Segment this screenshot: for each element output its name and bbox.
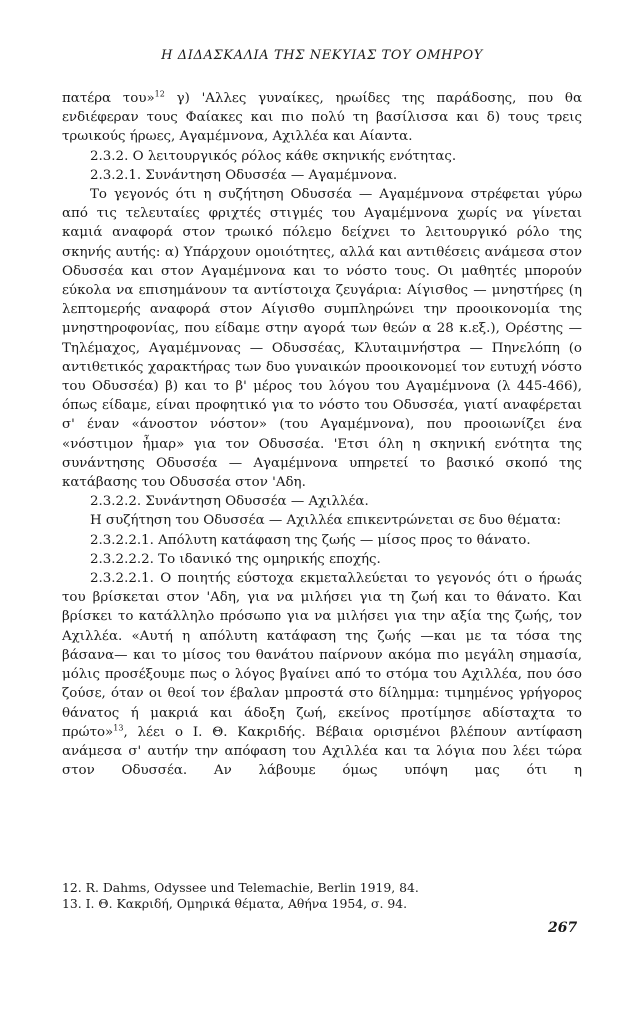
running-head: Η ΔΙΔΑΣΚΑΛΙΑ ΤΗΣ ΝΕΚΥΙΑΣ ΤΟΥ ΟΜΗΡΟΥ xyxy=(161,48,483,63)
body-text xyxy=(62,89,582,780)
section-heading-2-3-2-2: 2.3.2.2. Συνάντηση Οδυσσέα — Αχιλλέα. xyxy=(90,494,369,510)
page xyxy=(62,48,582,780)
section-heading-2-3-2: 2.3.2. Ο λειτουργικός ρόλος κάθε σκηνικής ενότητας. xyxy=(90,148,457,164)
paragraph-text-tail: γ) 'Αλλες γυναίκες, ηρωίδες της παράδοσης, που θα ενδιέφεραν τους Φαίακες και πιο πολύ τη βασίλισσα και δ) τους τρεις τρωικούς ήρωες, Αγαμέμνονα, Αχιλλέα και Αίαντα. xyxy=(62,91,582,145)
footnote-12: 12. R. Dahms, Odyssee und Telemachie, Berlin 1919, 84. xyxy=(62,880,419,895)
paragraph-two-themes: Η συζήτηση του Οδυσσέα — Αχιλλέα επικεντρώνεται σε δυο θέματα: xyxy=(90,513,562,529)
paragraph-text: 2.3.2.2.1. Ο ποιητής εύστοχα εκμεταλλεύεται το γεγονός ότι ο ήρωάς του βρίσκεται στον 'Αδη, για να μιλήσει για τη ζωή και το θάνατο. Και βρίσκει το κατάλληλο πρόσωπο για να μιλήσει για την αξία της ζωής, τον Αχιλλέα. «Αυτή η απόλυτη κατάφαση της ζωής —και με τα τόσα της βάσανα— και το μίσος του θανάτου παίρνουν ακόμα πιο μεγάλη σημασία, μόλις προσέξουμε πως ο λόγος βγαίνει από το στόμα του Αχιλλέα, που όσο ζούσε, όταν οι θεοί τον έβαλαν μπροστά στο δίλημμα: τιμημένος γρήγορος θάνατος ή μακριά και άδοξη ζωή, εκείνος προτίμησε αδίσταχτα το πρώτο» xyxy=(62,571,582,740)
footnote-13: 13. Ι. Θ. Κακριδή, Ομηρικά θέματα, Αθήνα 1954, σ. 94. xyxy=(62,896,408,911)
page-number: 267 xyxy=(548,920,578,936)
paragraph-text: πατέρα του» xyxy=(62,91,155,106)
paragraph-continuation xyxy=(62,89,582,147)
paragraph-agamemnon: Το γεγονός ότι η συζήτηση Οδυσσέα — Αγαμέμνονα στρέφεται γύρω από τις τελευταίες φριχτές στιγμές του Αγαμέμνονα χωρίς να γίνεται καμιά αναφορά στον τρωικό πόλεμο δείχνει το λειτουργικό ρόλο της σκηνής αυτής: α) Υπάρχουν ομοιότητες, αλλά και αντιθέσεις ανάμεσα στον Οδυσσέα και στον Αγαμέμνονα και το νόστο τους. Οι μαθητές μπορούν εύκολα να επισημάνουν τα αντίστοιχα ζευγάρια: Αίγισθος — μνηστήρες (η λεπτομερής αναφορά στον Αίγισθο συμπληρώνει την προοικονομία της μνηστηροφονίας, που είδαμε στην αγορά των θεών α 28 κ.εξ.), Ορέστης — Τηλέμαχος, Αγαμέμνονας — Οδυσσέας, Κλυταιμνήστρα — Πηνελόπη (ο αντιθετικός χαρακτήρας των δυο γυναικών προοικονομεί τον ευτυχή νόστο του Οδυσσέα) β) και το β' μέρος του λόγου του Αγαμέμνονα (λ 445-466), όπως είδαμε, είναι προφητικό για το νόστο του Οδυσσέα, γιατί αναφέρεται σ' έναν «άνοστον νόστον» (του Αγαμέμνονα), που προοιωνίζει ένα «νόστιμον ἦμαρ» για τον Οδυσσέα. 'Ετσι όλη η σκηνική ενότητα της συνάντησης Οδυσσέα — Αγαμέμνονα υπηρετεί το βασικό σκοπό της κατάβασης του Οδυσσέα στον 'Αδη. xyxy=(62,187,582,491)
footnote-ref-13: 13 xyxy=(113,723,124,733)
paragraph-text-tail: , λέει ο Ι. Θ. Κακριδής. Βέβαια ορισμένοι βλέπουν αντίφαση ανάμεσα σ' αυτήν την απόφαση του Αχιλλέα και τα λόγια που λέει τώρα στον Οδυσσέα. Αν λάβουμε όμως υπόψη μας ότι η xyxy=(62,724,582,779)
footnotes xyxy=(62,880,562,912)
paragraph-achilles xyxy=(62,569,582,780)
section-heading-2-3-2-2-2: 2.3.2.2.2. Το ιδανικό της ομηρικής εποχής. xyxy=(90,551,381,567)
section-heading-2-3-2-1: 2.3.2.1. Συνάντηση Οδυσσέα — Αγαμέμνονα. xyxy=(90,167,398,183)
section-heading-2-3-2-2-1: 2.3.2.2.1. Απόλυτη κατάφαση της ζωής — μίσος προς το θάνατο. xyxy=(90,532,531,548)
footnote-ref-12: 12 xyxy=(154,89,165,99)
